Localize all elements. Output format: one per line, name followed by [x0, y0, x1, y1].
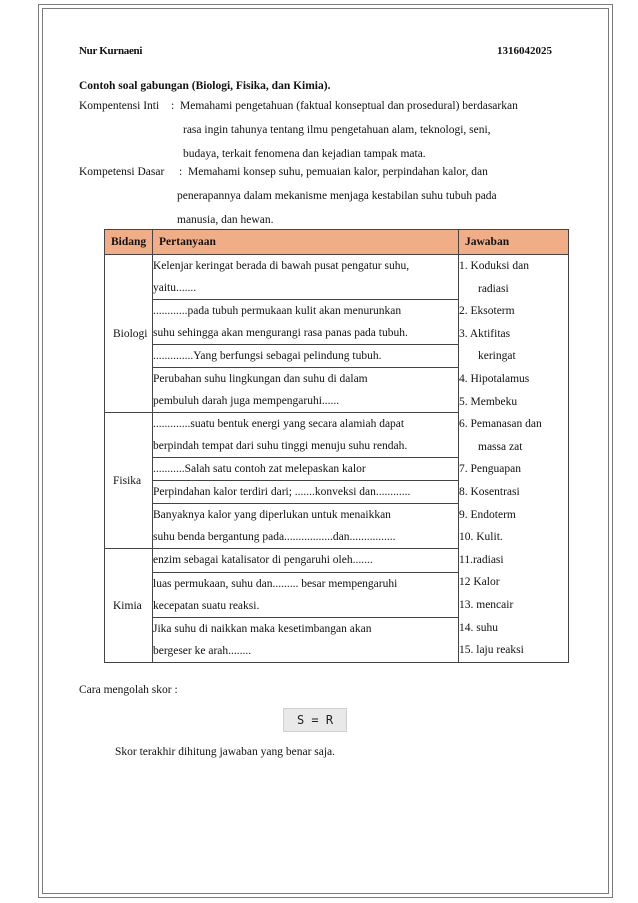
- question-fisika-1: [153, 413, 459, 458]
- question-line: Jika suhu di naikkan maka kesetimbangan akan: [153, 622, 372, 635]
- scoring-note: Skor terakhir dihitung jawaban yang benar saja.: [115, 746, 336, 758]
- question-line: yaitu.......: [153, 282, 197, 294]
- bidang-biologi: Biologi: [105, 255, 153, 413]
- scoring-label: Cara mengolah skor :: [79, 684, 178, 696]
- question-fisika-2: [153, 458, 459, 481]
- answer-item: keringat: [478, 350, 516, 363]
- answer-item: massa zat: [478, 440, 523, 453]
- question-line: luas permukaan, suhu dan......... besar mempengaruhi: [153, 577, 398, 590]
- answer-item: 8. Kosentrasi: [459, 485, 520, 498]
- question-line: suhu sehingga akan mengurangi rasa panas pada tubuh.: [153, 327, 408, 339]
- question-biologi-4: [153, 368, 459, 413]
- answer-item: 11.radiasi: [459, 553, 504, 566]
- answer-item: 14. suhu: [459, 621, 498, 634]
- answer-item: 5. Membeku: [459, 395, 518, 408]
- question-table: [104, 229, 569, 663]
- question-line: Kelenjar keringat berada di bawah pusat pengatur suhu,: [153, 260, 410, 272]
- question-line: Perpindahan kalor terdiri dari; .......konveksi dan............: [153, 486, 411, 499]
- kd-label: Kompetensi Dasar: [79, 166, 165, 178]
- kd-line-1: Memahami konsep suhu, pemuaian kalor, perpindahan kalor, dan: [188, 166, 488, 178]
- question-line: Perubahan suhu lingkungan dan suhu di dalam: [153, 373, 368, 385]
- ki-line-3: budaya, terkait fenomena dan kejadian tampak mata.: [183, 148, 426, 160]
- ki-separator: :: [171, 100, 175, 112]
- question-line: Banyaknya kalor yang diperlukan untuk menaikkan: [153, 509, 391, 522]
- question-line: ............pada tubuh permukaan kulit akan menurunkan: [153, 305, 402, 317]
- answer-item: 15. laju reaksi: [459, 644, 524, 657]
- author-name: Nur Kurnaeni: [79, 45, 143, 57]
- header-pertanyaan: Pertanyaan: [153, 230, 459, 255]
- question-line: pembuluh darah juga mempengaruhi......: [153, 395, 340, 407]
- kd-line-3: manusia, dan hewan.: [177, 214, 274, 226]
- answer-item: 4. Hipotalamus: [459, 372, 530, 385]
- kd-separator: :: [179, 166, 183, 178]
- ki-line-2: rasa ingin tahunya tentang ilmu pengetahuan alam, teknologi, seni,: [183, 124, 491, 136]
- question-fisika-3: [153, 481, 459, 504]
- header-bidang: Bidang: [105, 230, 153, 255]
- question-line: .............suatu bentuk energi yang secara alamiah dapat: [153, 418, 405, 430]
- bidang-fisika: Fisika: [105, 413, 153, 549]
- question-biologi-1: [153, 255, 459, 300]
- answer-item: 6. Pemanasan dan: [459, 418, 542, 431]
- answer-item: 3. Aktifitas: [459, 327, 511, 340]
- question-fisika-4: [153, 504, 459, 549]
- question-biologi-2: [153, 300, 459, 345]
- question-line: berpindah tempat dari suhu tinggi menuju suhu rendah.: [153, 440, 408, 452]
- scoring-formula: S = R: [283, 708, 347, 732]
- question-line: suhu benda bergantung pada.................dan................: [153, 531, 396, 544]
- answer-item: radiasi: [478, 282, 509, 295]
- ki-line-1: Memahami pengetahuan (faktual konseptual dan prosedural) berdasarkan: [180, 100, 518, 112]
- question-kimia-2: [153, 572, 459, 617]
- answer-item: 10. Kulit.: [459, 531, 503, 544]
- header-jawaban: Jawaban: [459, 230, 569, 255]
- question-line: ..............Yang berfungsi sebagai pelindung tubuh.: [153, 350, 382, 362]
- answer-item: 13. mencair: [459, 598, 514, 611]
- question-kimia-1: [153, 549, 459, 572]
- answer-item: 9. Endoterm: [459, 508, 516, 521]
- student-number: 1316042025: [497, 45, 552, 57]
- question-line: enzim sebagai katalisator di pengaruhi oleh.......: [153, 554, 373, 567]
- ki-label: Kompentensi Inti: [79, 100, 160, 112]
- table-row: [105, 255, 569, 300]
- answer-item: 12 Kalor: [459, 576, 500, 589]
- question-kimia-3: [153, 617, 459, 662]
- answer-item: 7. Penguapan: [459, 463, 521, 476]
- kd-line-2: penerapannya dalam mekanisme menjaga kestabilan suhu tubuh pada: [177, 190, 497, 202]
- question-line: bergeser ke arah........: [153, 644, 252, 657]
- question-line: kecepatan suatu reaksi.: [153, 599, 260, 612]
- answer-item: 2. Eksoterm: [459, 305, 515, 318]
- table-header-row: [105, 230, 569, 255]
- answer-item: 1. Koduksi dan: [459, 260, 529, 272]
- question-line: ...........Salah satu contoh zat melepaskan kalor: [153, 463, 366, 476]
- bidang-kimia: Kimia: [105, 549, 153, 662]
- answer-list: [459, 255, 569, 663]
- question-biologi-3: [153, 345, 459, 368]
- document-title: Contoh soal gabungan (Biologi, Fisika, dan Kimia).: [79, 80, 331, 92]
